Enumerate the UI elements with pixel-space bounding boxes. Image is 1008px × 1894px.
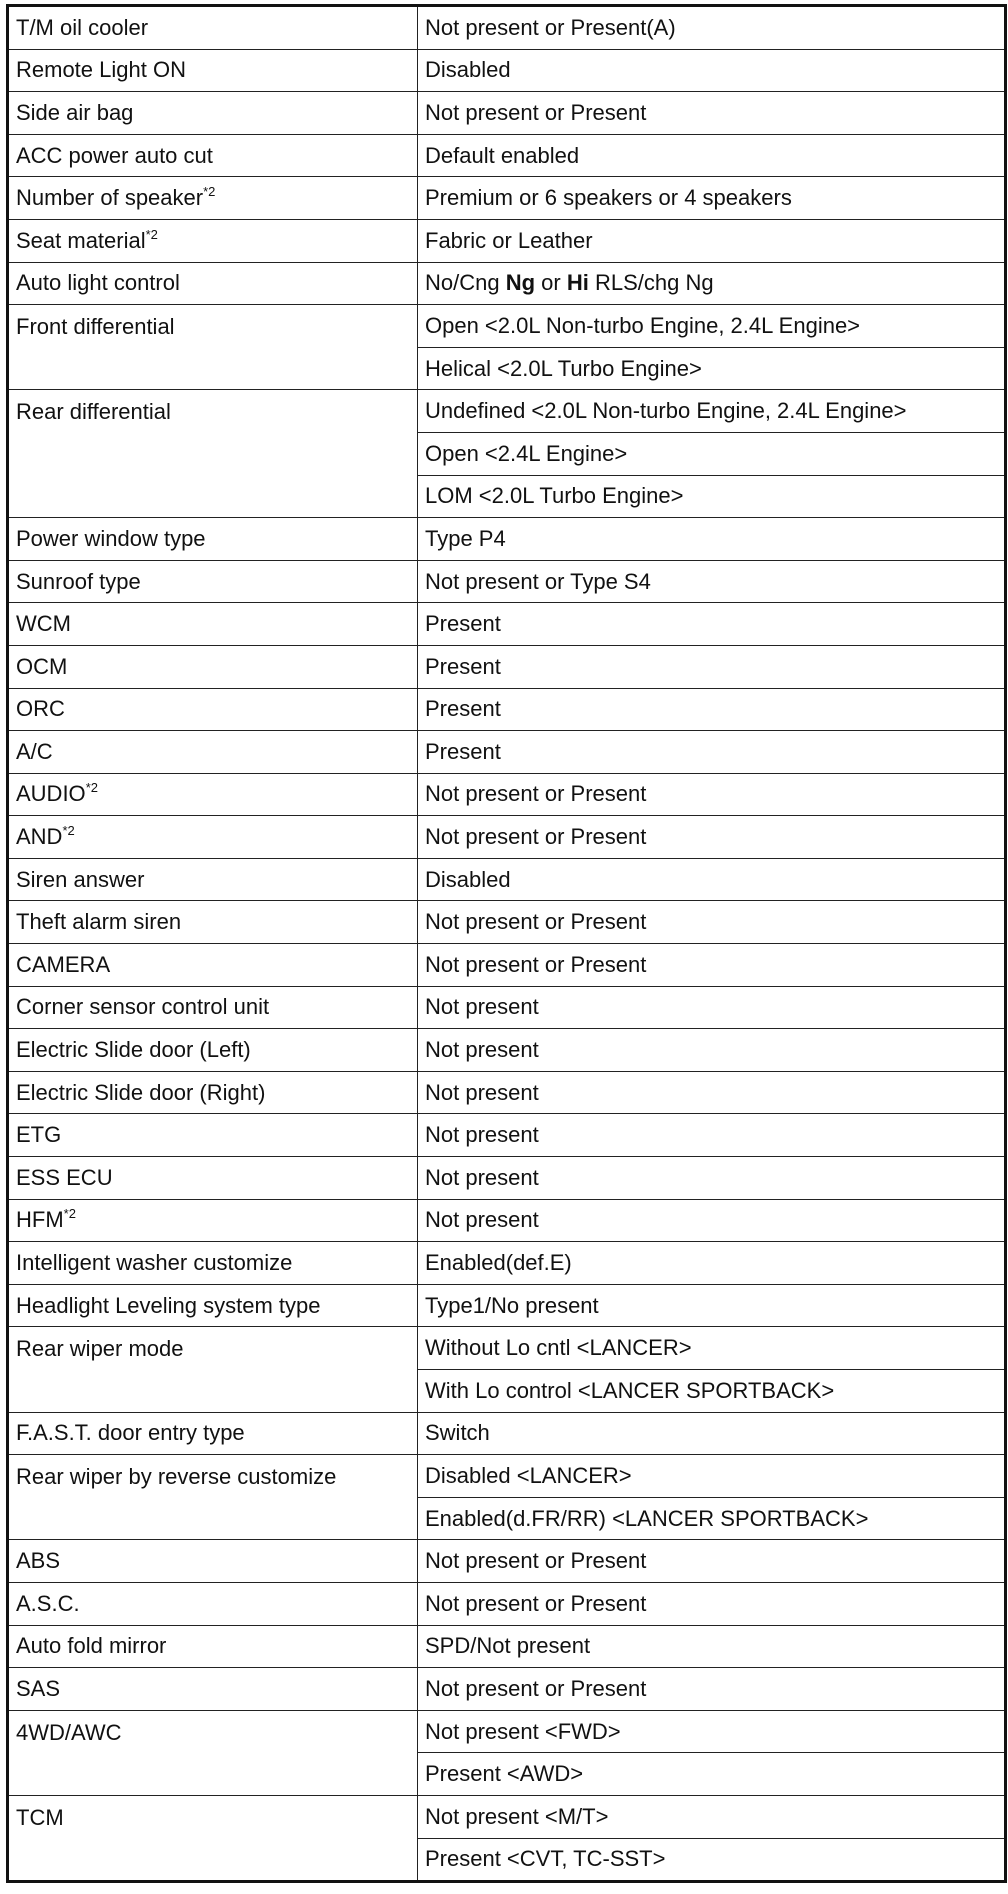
- item-label: Number of speaker: [16, 185, 204, 211]
- item-label: Electric Slide door (Right): [16, 1079, 266, 1105]
- table-row: [8, 816, 1006, 859]
- item-cell: [8, 731, 418, 774]
- item-cell: [8, 645, 418, 688]
- item-label: SAS: [16, 1675, 61, 1701]
- item-label: AND: [16, 824, 63, 850]
- item-label: Headlight Leveling system type: [16, 1292, 321, 1318]
- table-row: [8, 49, 1006, 92]
- value-cell: Undefined <2.0L Non-turbo Engine, 2.4L Engine>: [418, 390, 1006, 433]
- item-cell: [8, 688, 418, 731]
- item-cell: [8, 1455, 418, 1540]
- item-cell: [8, 1071, 418, 1114]
- table-row: [8, 1455, 1006, 1498]
- value-cell: Not present or Present: [418, 1668, 1006, 1711]
- value-cell: Default enabled: [418, 134, 1006, 177]
- value-cell: Present: [418, 603, 1006, 646]
- item-label: A/C: [16, 738, 53, 764]
- item-label: TCM: [16, 1804, 64, 1830]
- item-label: Side air bag: [16, 99, 134, 125]
- customization-table: [6, 4, 1007, 1883]
- item-cell: [8, 773, 418, 816]
- item-label: Sunroof type: [16, 568, 141, 594]
- table-row: [8, 688, 1006, 731]
- item-label: T/M oil cooler: [16, 14, 149, 40]
- value-cell: Not present or Present: [418, 901, 1006, 944]
- item-cell: [8, 1668, 418, 1711]
- value-cell: Not present: [418, 986, 1006, 1029]
- table-row: [8, 305, 1006, 348]
- item-label: Seat material: [16, 227, 146, 253]
- item-cell: [8, 901, 418, 944]
- item-cell: [8, 518, 418, 561]
- value-cell: Present: [418, 688, 1006, 731]
- value-cell: Not present: [418, 1029, 1006, 1072]
- item-cell: [8, 177, 418, 220]
- item-label: ETG: [16, 1122, 62, 1148]
- value-cell: Open <2.4L Engine>: [418, 432, 1006, 475]
- table-row: [8, 134, 1006, 177]
- value-cell: Not present: [418, 1071, 1006, 1114]
- item-label: Front differential: [16, 314, 175, 340]
- item-cell: [8, 1540, 418, 1583]
- item-label: Auto fold mirror: [16, 1633, 167, 1659]
- value-cell: Enabled(def.E): [418, 1242, 1006, 1285]
- value-cell: [418, 262, 1006, 305]
- table-row: [8, 645, 1006, 688]
- item-cell: [8, 1199, 418, 1242]
- value-cell: With Lo control <LANCER SPORTBACK>: [418, 1370, 1006, 1413]
- table-row: [8, 518, 1006, 561]
- item-label: Auto light control: [16, 270, 180, 296]
- item-cell: [8, 219, 418, 262]
- table-row: [8, 1327, 1006, 1370]
- item-cell: [8, 1710, 418, 1795]
- item-cell: [8, 1029, 418, 1072]
- value-cell: Not present or Present: [418, 773, 1006, 816]
- item-cell: [8, 1795, 418, 1881]
- item-label: Theft alarm siren: [16, 909, 182, 935]
- value-cell: Helical <2.0L Turbo Engine>: [418, 347, 1006, 390]
- item-label: Intelligent washer customize: [16, 1250, 293, 1276]
- table-row: [8, 1071, 1006, 1114]
- table-row: [8, 1242, 1006, 1285]
- value-cell: LOM <2.0L Turbo Engine>: [418, 475, 1006, 518]
- value-cell: SPD/Not present: [418, 1625, 1006, 1668]
- item-label: Rear wiper mode: [16, 1336, 184, 1362]
- item-cell: [8, 1412, 418, 1455]
- item-label: CAMERA: [16, 951, 111, 977]
- item-label: ACC power auto cut: [16, 142, 213, 168]
- value-cell: Not present or Present: [418, 1582, 1006, 1625]
- value-text-part: Ng: [505, 270, 536, 296]
- value-cell: Not present or Present: [418, 816, 1006, 859]
- footnote-marker: *2: [63, 1206, 76, 1222]
- item-label: WCM: [16, 611, 71, 637]
- value-cell: Not present <FWD>: [418, 1710, 1006, 1753]
- value-cell: Not present or Present: [418, 1540, 1006, 1583]
- item-cell: [8, 560, 418, 603]
- value-cell: Disabled: [418, 49, 1006, 92]
- item-label: HFM: [16, 1207, 64, 1233]
- item-label: OCM: [16, 653, 68, 679]
- table-row: [8, 1795, 1006, 1838]
- table-row: [8, 177, 1006, 220]
- item-label: F.A.S.T. door entry type: [16, 1420, 245, 1446]
- table-row: [8, 1284, 1006, 1327]
- item-cell: [8, 1582, 418, 1625]
- value-cell: Not present: [418, 1157, 1006, 1200]
- item-cell: [8, 858, 418, 901]
- table-row: [8, 731, 1006, 774]
- table-row: [8, 92, 1006, 135]
- item-cell: [8, 1157, 418, 1200]
- value-cell: Not present or Present: [418, 944, 1006, 987]
- table-row: [8, 1412, 1006, 1455]
- value-cell: Enabled(d.FR/RR) <LANCER SPORTBACK>: [418, 1497, 1006, 1540]
- table-body: [8, 6, 1006, 1882]
- item-cell: [8, 1242, 418, 1285]
- table-row: [8, 1582, 1006, 1625]
- table-row: [8, 603, 1006, 646]
- value-cell: Not present: [418, 1199, 1006, 1242]
- table-row: [8, 1157, 1006, 1200]
- item-cell: [8, 92, 418, 135]
- value-text-part: Hi: [566, 270, 589, 296]
- item-label: Power window type: [16, 525, 206, 551]
- footnote-marker: *2: [203, 184, 216, 200]
- value-cell: Switch: [418, 1412, 1006, 1455]
- table-row: [8, 219, 1006, 262]
- table-row: [8, 262, 1006, 305]
- item-cell: [8, 390, 418, 518]
- value-cell: Not present or Type S4: [418, 560, 1006, 603]
- table-row: [8, 1625, 1006, 1668]
- item-cell: [8, 1327, 418, 1412]
- table-row: [8, 390, 1006, 433]
- table-row: [8, 1029, 1006, 1072]
- value-text-part: or: [535, 270, 567, 296]
- table-row: [8, 560, 1006, 603]
- item-cell: [8, 944, 418, 987]
- footnote-marker: *2: [145, 226, 158, 242]
- item-cell: [8, 986, 418, 1029]
- item-cell: [8, 1284, 418, 1327]
- value-cell: Not present or Present: [418, 92, 1006, 135]
- value-cell: Present: [418, 645, 1006, 688]
- item-label: AUDIO: [16, 781, 86, 807]
- value-cell: Disabled: [418, 858, 1006, 901]
- footnote-marker: *2: [85, 780, 98, 796]
- item-cell: [8, 816, 418, 859]
- table-row: [8, 6, 1006, 50]
- item-cell: [8, 134, 418, 177]
- value-cell: Type1/No present: [418, 1284, 1006, 1327]
- table-row: [8, 944, 1006, 987]
- item-cell: [8, 6, 418, 50]
- value-cell: Present: [418, 731, 1006, 774]
- value-cell: Open <2.0L Non-turbo Engine, 2.4L Engine>: [418, 305, 1006, 348]
- item-label: Rear differential: [16, 399, 171, 425]
- item-label: 4WD/AWC: [16, 1719, 122, 1745]
- item-cell: [8, 49, 418, 92]
- item-cell: [8, 305, 418, 390]
- table-row: [8, 773, 1006, 816]
- table-row: [8, 1668, 1006, 1711]
- value-cell: Fabric or Leather: [418, 219, 1006, 262]
- table-row: [8, 1540, 1006, 1583]
- value-cell: Not present or Present(A): [418, 6, 1006, 50]
- item-cell: [8, 603, 418, 646]
- value-cell: Not present: [418, 1114, 1006, 1157]
- item-cell: [8, 1625, 418, 1668]
- value-cell: Present <AWD>: [418, 1753, 1006, 1796]
- table-row: [8, 858, 1006, 901]
- value-cell: Not present <M/T>: [418, 1795, 1006, 1838]
- value-cell: Type P4: [418, 518, 1006, 561]
- value-text-part: No/Cng: [425, 270, 506, 296]
- item-label: Electric Slide door (Left): [16, 1037, 251, 1063]
- item-cell: [8, 1114, 418, 1157]
- item-label: ORC: [16, 696, 65, 722]
- value-cell: Disabled <LANCER>: [418, 1455, 1006, 1498]
- item-label: Remote Light ON: [16, 57, 186, 83]
- value-cell: Premium or 6 speakers or 4 speakers: [418, 177, 1006, 220]
- table-row: [8, 901, 1006, 944]
- table-row: [8, 1114, 1006, 1157]
- table-row: [8, 1199, 1006, 1242]
- item-label: A.S.C.: [16, 1590, 80, 1616]
- value-text-part: RLS/chg Ng: [588, 270, 714, 296]
- item-label: ESS ECU: [16, 1164, 113, 1190]
- item-label: ABS: [16, 1548, 61, 1574]
- value-cell: Without Lo cntl <LANCER>: [418, 1327, 1006, 1370]
- value-cell: Present <CVT, TC-SST>: [418, 1838, 1006, 1882]
- item-cell: [8, 262, 418, 305]
- item-label: Siren answer: [16, 866, 145, 892]
- table-row: [8, 1710, 1006, 1753]
- item-label: Rear wiper by reverse customize: [16, 1464, 337, 1490]
- item-label: Corner sensor control unit: [16, 994, 270, 1020]
- table-row: [8, 986, 1006, 1029]
- footnote-marker: *2: [62, 823, 75, 839]
